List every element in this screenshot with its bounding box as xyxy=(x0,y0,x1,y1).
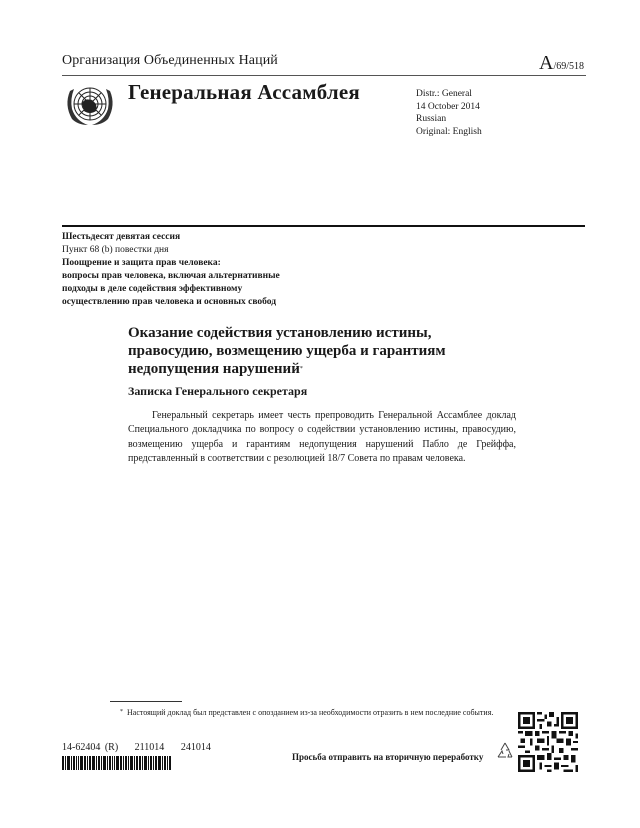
footnote xyxy=(120,707,500,718)
original-line: Original: English xyxy=(416,126,482,137)
date-code-1: 211014 xyxy=(134,742,165,753)
title-line: правосудию, возмещению ущерба и гарантиям xyxy=(128,343,446,359)
qr-code-icon xyxy=(518,712,578,772)
agenda-title-line: осуществлению прав человека и основных свобод xyxy=(62,297,277,307)
symbol-suffix: /69/518 xyxy=(553,61,584,72)
note-title: Записка Генерального секретаря xyxy=(128,384,308,398)
organization-name: Организация Объединенных Наций xyxy=(62,53,278,68)
agenda-title-line: Поощрение и защита прав человека: xyxy=(62,258,221,268)
body-paragraph: Генеральный секретарь имеет честь препроводить Генеральной Ассамблее доклад Специального докладчика по вопросу о содействии установлению истины, правосудию, возмещению ущерба и гарантиям недопущения нарушений Пабло де Грейффа, представленный в соответствии с резолюцией 18/7 Совета по правам человека. xyxy=(128,410,516,464)
footnote-reference[interactable]: * xyxy=(299,366,303,372)
title-line: Оказание содействия установлению истины, xyxy=(128,325,432,341)
session-rule xyxy=(62,225,585,227)
footnote-text: Настоящий доклад был представлен с опозданием из-за необходимости отразить в нем последние события. xyxy=(127,708,494,717)
recycle-text: Просьба отправить на вторичную переработку xyxy=(292,752,484,762)
session-name: Шестьдесят девятая сессия xyxy=(62,232,181,242)
header-rule xyxy=(62,75,586,76)
date-line: 14 October 2014 xyxy=(416,101,480,112)
date-code-2: 241014 xyxy=(180,742,211,753)
title-line-last xyxy=(128,360,508,378)
title-line: недопущения нарушений xyxy=(128,361,300,377)
agenda-title-line: вопросы прав человека, включая альтернативные xyxy=(62,271,280,281)
footnote-rule xyxy=(110,701,182,702)
agenda-title-line: подходы в деле содействия эффективному xyxy=(62,284,243,294)
barcode-icon xyxy=(62,756,212,770)
un-emblem-icon xyxy=(62,81,118,129)
recycle-icon xyxy=(494,740,516,762)
document-symbol xyxy=(539,52,584,75)
doc-number: 14-62404 (R) xyxy=(62,742,119,753)
document-title xyxy=(128,324,508,378)
session-block xyxy=(62,231,280,309)
footnote-mark: * xyxy=(120,709,123,715)
distribution-block xyxy=(416,88,482,138)
symbol-prefix: A xyxy=(538,52,554,74)
document-code xyxy=(62,742,223,753)
agenda-item: Пункт 68 (b) повестки дня xyxy=(62,245,169,255)
distr-line: Distr.: General xyxy=(416,89,472,99)
language-line: Russian xyxy=(416,114,447,124)
assembly-title: Генеральная Ассамблея xyxy=(128,80,360,104)
